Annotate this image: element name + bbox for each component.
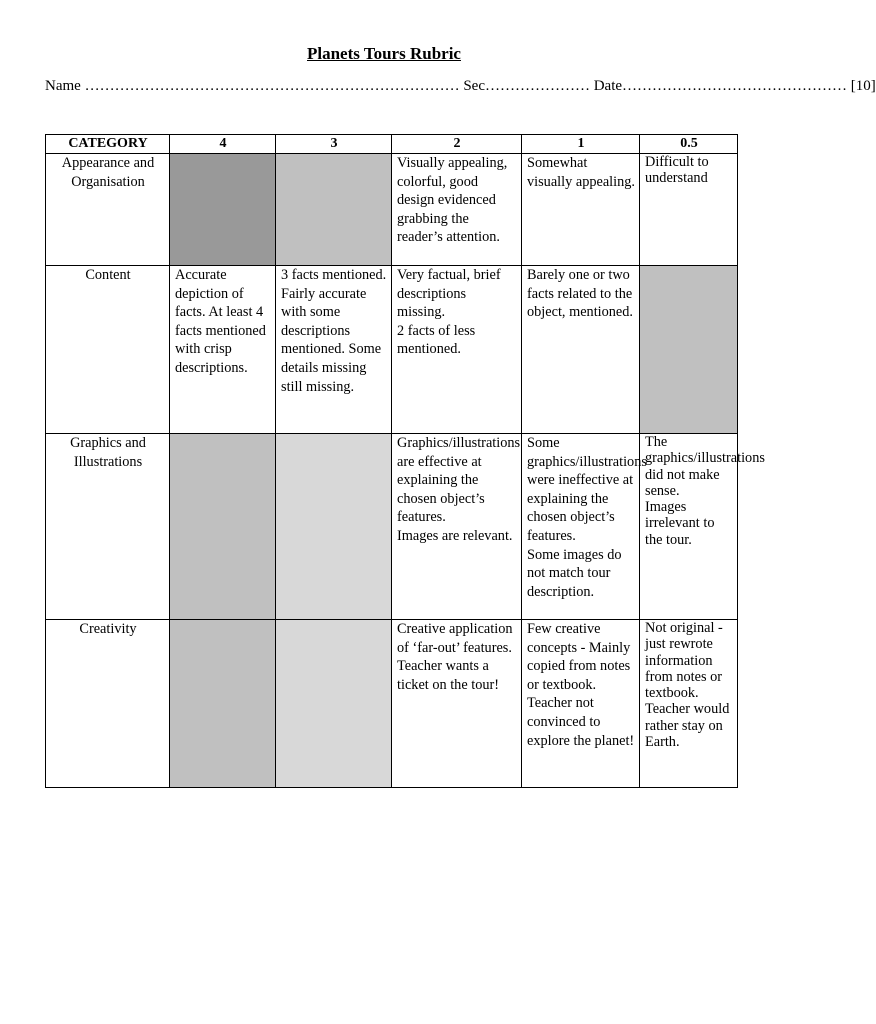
score-3-cell — [276, 154, 392, 266]
score-0-5-cell: Not original - just rewrote information from notes or textbook. Teacher would rather stay on Earth. — [640, 620, 738, 788]
category-cell: Content — [46, 266, 170, 434]
score-3-cell — [276, 434, 392, 620]
header-row — [46, 135, 738, 154]
table-row — [46, 620, 738, 788]
column-header-4: 4 — [170, 135, 276, 154]
column-header-1: 1 — [522, 135, 640, 154]
column-header-2: 2 — [392, 135, 522, 154]
page-title: Planets Tours Rubric — [307, 44, 461, 63]
score-2-cell: Very factual, brief descriptions missing. 2 facts of less mentioned. — [392, 266, 522, 434]
category-cell: Graphics and Illustrations — [46, 434, 170, 620]
score-4-cell — [170, 154, 276, 266]
category-cell: Creativity — [46, 620, 170, 788]
score-4-cell: Accurate depiction of facts. At least 4 facts mentioned with crisp descriptions. — [170, 266, 276, 434]
score-0-5-cell: Difficult to understand — [640, 154, 738, 266]
score-1-cell: Somewhat visually appealing. — [522, 154, 640, 266]
score-2-cell: Creative application of ‘far-out’ features. Teacher wants a ticket on the tour! — [392, 620, 522, 788]
score-1-cell: Barely one or two facts related to the object, mentioned. — [522, 266, 640, 434]
score-0-5-cell: The graphics/illustrations did not make sense. Images irrelevant to the tour. — [640, 434, 738, 620]
category-cell: Appearance and Organisation — [46, 154, 170, 266]
rubric-table — [45, 134, 765, 788]
table-row — [46, 434, 738, 620]
score-0-5-cell — [640, 266, 738, 434]
table-row — [46, 154, 738, 266]
table-row — [46, 266, 738, 434]
score-2-cell: Graphics/illustrations are effective at explaining the chosen object’s features. Images are relevant. — [392, 434, 522, 620]
score-2-cell: Visually appealing, colorful, good design evidenced grabbing the reader’s attention. — [392, 154, 522, 266]
column-header-3: 3 — [276, 135, 392, 154]
score-4-cell — [170, 620, 276, 788]
column-header-0-5: 0.5 — [640, 135, 738, 154]
score-1-cell: Few creative concepts - Mainly copied from notes or textbook. Teacher not convinced to explore the planet! — [522, 620, 640, 788]
name-sec-date-line: Name ………………………………………………………………… Sec………………… Date……………………………………… [10] — [45, 78, 876, 94]
column-header-category: CATEGORY — [46, 135, 170, 154]
score-3-cell — [276, 620, 392, 788]
score-1-cell: Some graphics/illustrations were ineffective at explaining the chosen object’s features. Some images do not match tour description. — [522, 434, 640, 620]
score-3-cell: 3 facts mentioned. Fairly accurate with some descriptions mentioned. Some details missing still missing. — [276, 266, 392, 434]
score-4-cell — [170, 434, 276, 620]
